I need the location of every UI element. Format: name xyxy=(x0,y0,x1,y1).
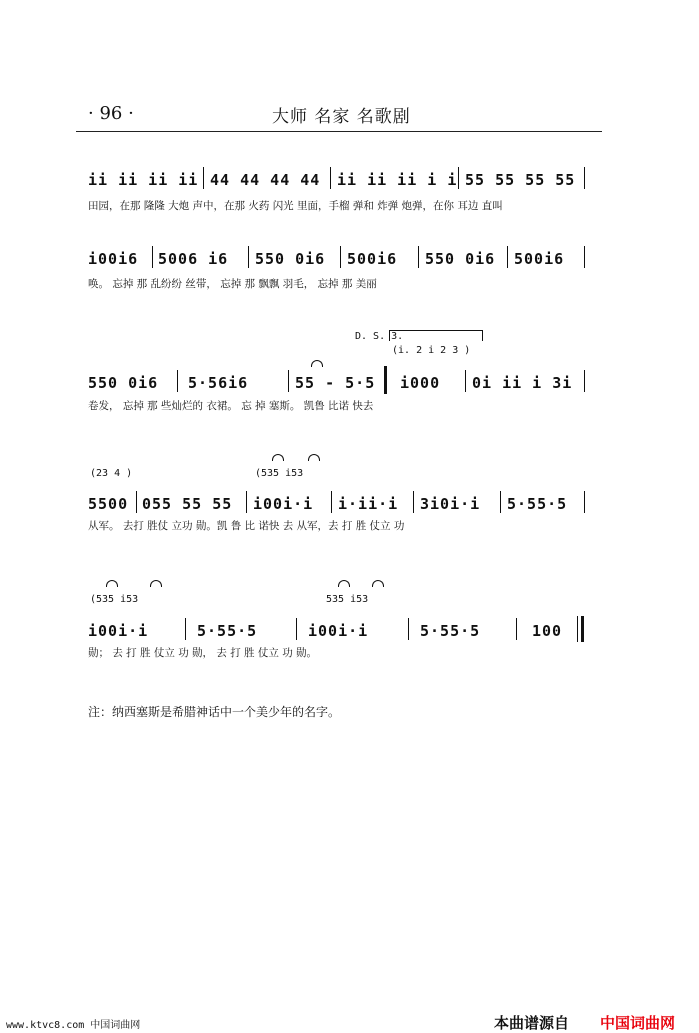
fermata-mark xyxy=(311,360,323,367)
barline xyxy=(584,491,585,513)
final-barline-thick xyxy=(581,616,584,642)
barline xyxy=(584,370,585,392)
footer-url: www.ktvc8.com 中国词曲网 xyxy=(6,1020,141,1031)
measure-2-4: 500i6 xyxy=(347,250,398,268)
final-barline-thin xyxy=(577,616,578,642)
measure-1-4: 55 55 55 55 xyxy=(465,171,576,189)
measure-3-4: i000 xyxy=(400,374,441,392)
measure-4-6: 5·55·5 xyxy=(507,495,568,513)
measure-4-5: 3i0i·i xyxy=(420,495,481,513)
measure-2-1: i00i6 xyxy=(88,250,139,268)
barline xyxy=(458,167,459,189)
barline xyxy=(584,167,585,189)
barline xyxy=(185,618,186,640)
parenthetical-notes-b: (535 i53 xyxy=(255,468,304,479)
barline xyxy=(413,491,414,513)
parenthetical-notes-b: 535 i53 xyxy=(326,594,369,605)
fermata-mark xyxy=(272,454,284,461)
parenthetical-notes-a: (535 i53 xyxy=(90,594,139,605)
barline xyxy=(136,491,137,513)
fermata-mark xyxy=(308,454,320,461)
lyrics-line-1: 田园，在那 隆隆 大炮 声中，在那 火药 闪光 里面，手榴 弹和 炸弹 炮弹，在你 耳边 直叫 xyxy=(88,200,503,212)
measure-1-3: ii ii ii i i xyxy=(337,171,458,189)
measure-5-2: 5·55·5 xyxy=(197,622,258,640)
fermata-mark xyxy=(338,580,350,587)
barline xyxy=(296,618,297,640)
footnote: 注：纳西塞斯是希腊神话中一个美少年的名字。 xyxy=(88,705,341,719)
measure-4-3: i00i·i xyxy=(253,495,314,513)
volta-bracket xyxy=(389,330,483,341)
measure-1-2: 44 44 44 44 xyxy=(210,171,321,189)
measure-5-4: 5·55·5 xyxy=(420,622,481,640)
measure-3-1: 550 0i6 xyxy=(88,374,159,392)
parenthetical-notes-a: (23 4 ) xyxy=(90,468,133,479)
barline xyxy=(500,491,501,513)
footer-brand: 中国词曲网 xyxy=(600,1014,676,1032)
ds-marking: D. S. 3. xyxy=(355,331,404,342)
footer-source: 本曲谱源自 xyxy=(494,1014,570,1032)
repeat-barline xyxy=(384,366,387,394)
barline xyxy=(203,167,204,189)
barline xyxy=(177,370,178,392)
barline xyxy=(246,491,247,513)
measure-5-3: i00i·i xyxy=(308,622,369,640)
barline xyxy=(331,491,332,513)
measure-4-1: 5500 xyxy=(88,495,129,513)
page-number: · 96 · xyxy=(88,103,134,124)
barline xyxy=(418,246,419,268)
fermata-mark xyxy=(106,580,118,587)
parenthetical-notes: (i. 2 i 2 3 ) xyxy=(392,345,471,356)
barline xyxy=(288,370,289,392)
measure-1-1: ii ii ii ii xyxy=(88,171,199,189)
measure-3-2: 5·56i6 xyxy=(188,374,249,392)
barline xyxy=(340,246,341,268)
measure-2-2: 5006 i6 xyxy=(158,250,229,268)
measure-2-3: 550 0i6 xyxy=(255,250,326,268)
measure-3-5: 0i ii i 3i xyxy=(472,374,573,392)
measure-2-5: 550 0i6 xyxy=(425,250,496,268)
measure-5-1: i00i·i xyxy=(88,622,149,640)
measure-4-2: 055 55 55 xyxy=(142,495,233,513)
fermata-mark xyxy=(150,580,162,587)
page-title: 大师 名家 名歌剧 xyxy=(272,107,411,127)
measure-3-3: 55 - 5·5 xyxy=(295,374,376,392)
lyrics-line-2: 唤。 忘掉 那 乱纷纷 丝带， 忘掉 那 飘飘 羽毛， 忘掉 那 美丽 xyxy=(88,278,377,290)
lyrics-line-4: 从军。 去打 胜仗 立功 勋。凯 鲁 比 诺快 去 从军，去 打 胜 仗立 功 xyxy=(88,520,405,532)
barline xyxy=(330,167,331,189)
lyrics-line-3: 卷发， 忘掉 那 些灿烂的 衣裙。 忘 掉 塞斯。 凯鲁 比诺 快去 xyxy=(88,400,374,412)
barline xyxy=(584,246,585,268)
fermata-mark xyxy=(372,580,384,587)
header-rule xyxy=(76,131,602,132)
measure-5-5: 100 xyxy=(532,622,563,640)
barline xyxy=(507,246,508,268)
barline xyxy=(516,618,517,640)
measure-4-4: i·ii·i xyxy=(338,495,399,513)
barline xyxy=(152,246,153,268)
barline xyxy=(248,246,249,268)
measure-2-6: 500i6 xyxy=(514,250,565,268)
barline xyxy=(465,370,466,392)
barline xyxy=(408,618,409,640)
lyrics-line-5: 勋； 去 打 胜 仗立 功 勋， 去 打 胜 仗立 功 勋。 xyxy=(88,647,318,659)
